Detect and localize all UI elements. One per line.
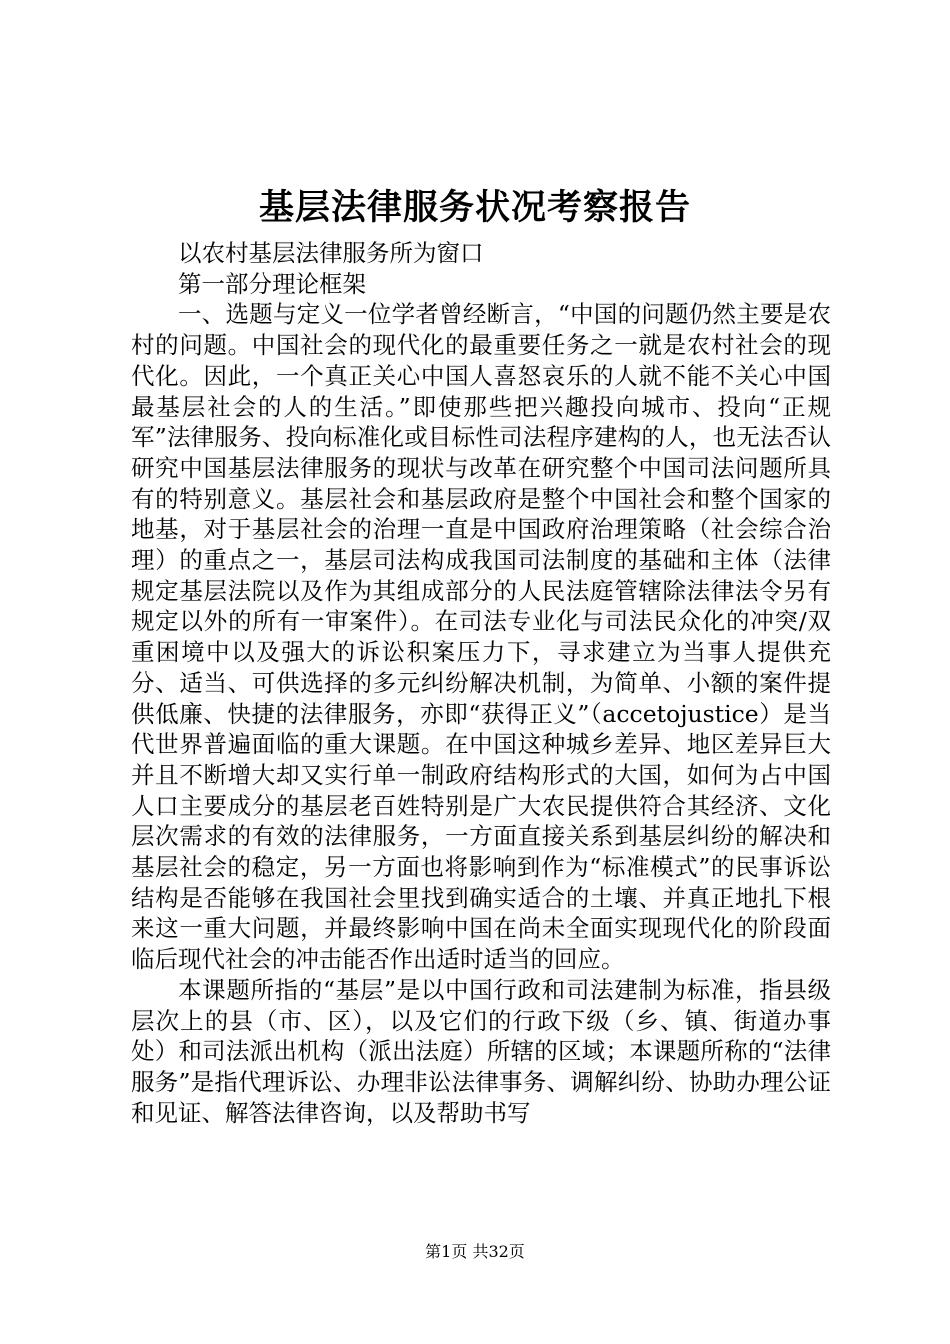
section-heading: 第一部分理论框架 <box>178 269 366 298</box>
document-body <box>131 238 831 1128</box>
body-paragraph: 本课题所指的“基层”是以中国行政和司法建制为标准，指县级层次上的县（市、区），以及它们的行政下级（乡、镇、街道办事处）和司法派出机构（派出法庭）所辖的区域；本课题所称的“法律服务”是指代理诉讼、办理非讼法律事务、调解纠纷、协助办理公证和见证、解答法律咨询，以及帮助书写 <box>131 975 831 1127</box>
page-number: 第1页 共32页 <box>425 1242 525 1261</box>
body-paragraph: 一、选题与定义一位学者曾经断言，“中国的问题仍然主要是农村的问题。中国社会的现代化的最重要任务之一就是农村社会的现代化。因此，一个真正关心中国人喜怒哀乐的人就不能不关心中国最基层社会的人的生活。”即使那些把兴趣投向城市、投向“正规军”法律服务、投向标准化或目标性司法程序建构的人，也无法否认研究中国基层法律服务的现状与改革在研究整个中国司法问题所具有的特别意义。基层社会和基层政府是整个中国社会和整个国家的地基，对于基层社会的治理一直是中国政府治理策略（社会综合治理）的重点之一，基层司法构成我国司法制度的基础和主体（法律规定基层法院以及作为其组成部分的人民法庭管辖除法律法令另有规定以外的所有一审案件）。在司法专业化与司法民众化的冲突/双重困境中以及强大的诉讼积案压力下，寻求建立为当事人提供充分、适当、可供选择的多元纠纷解决机制，为简单、小额的案件提供低廉、快捷的法律服务，亦即“获得正义”（accetojustice）是当代世界普遍面临的重大课题。在中国这种城乡差异、地区差异巨大并且不断增大却又实行单一制政府结构形式的大国，如何为占中国人口主要成分的基层老百姓特别是广大农民提供符合其经济、文化层次需求的有效的法律服务，一方面直接关系到基层纠纷的解决和基层社会的稳定，另一方面也将影响到作为“标准模式”的民事诉讼结构是否能够在我国社会里找到确实适合的土壤、并真正地扎下根来这一重大问题，并最终影响中国在尚未全面实现现代化的阶段面临后现代社会的冲击能否作出适时适当的回应。 <box>131 300 831 974</box>
document-title: 基层法律服务状况考察报告 <box>258 187 691 228</box>
subtitle-paragraph: 以农村基层法律服务所为窗口 <box>178 239 484 267</box>
